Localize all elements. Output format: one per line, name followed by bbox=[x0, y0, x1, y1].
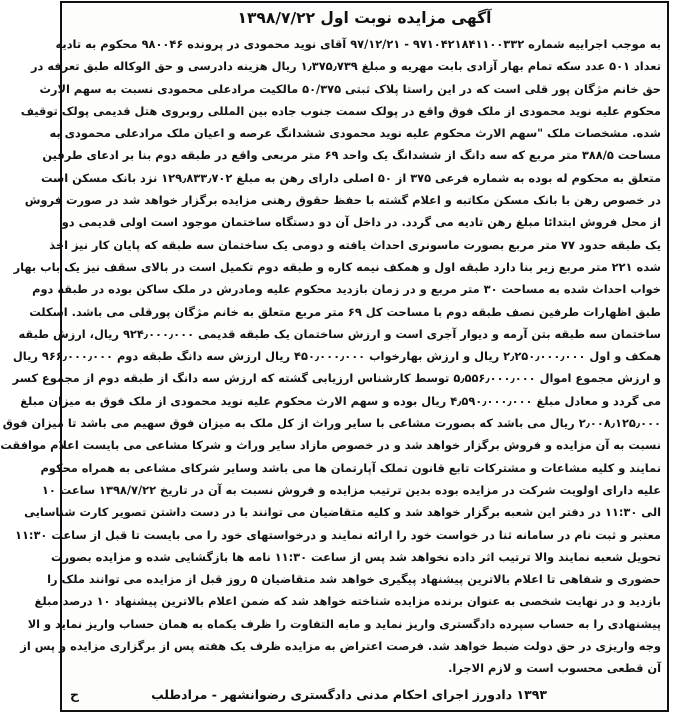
notice-line: ۲٫۰۰۸٫۱۲۵٫۰۰۰ ریال می باشد که بصورت مشاعی با سایر وراث از کل ملک به میزان فوق سهیم می باشد تا میزان فوق bbox=[2, 416, 661, 431]
notice-line: همکف و اول ۲٫۲۵۰٫۰۰۰٫۰۰۰ ریال و ارزش بهارخواب ۴۵۰٫۰۰۰٫۰۰۰ ریال ارزش سه دانگ طبقه دوم ۹۶۶٫۰۰۰٫۰۰۰ ریال bbox=[12, 349, 661, 364]
notice-line: علیه دارای اولویت شرکت در مزایده بوده بدین ترتیب مزایده و فروش نسبت به آن در تاریخ ۱۳۹۸/۷/۲۲ ساعت ۱۰ bbox=[41, 482, 661, 497]
notice-line: آن قطعی محسوب است و لازم الاجرا. bbox=[448, 661, 661, 676]
notice-line: الی ۱۱:۳۰ در دفتر این شعبه برگزار خواهد شد و کلیه متقاضیان می توانند با در دست داشتن تصویر کارت شناسایی bbox=[24, 505, 661, 520]
notice-line: شده ۲۲۱ متر مربع زیر بنا دارد طبقه اول و همکف نیمه کاره و طبقه دوم تکمیل است در بالای سقف نیز یک باب بهار bbox=[13, 259, 661, 274]
notice-line: می گردد و معادل مبلغ ۴٫۵۹۰٫۰۰۰٫۰۰۰ ریال بوده و سهم الارث محکوم علیه نوید محمودی از ملک فوق به میزان مبلغ bbox=[20, 393, 661, 408]
notice-line: وجه واریزی در حق دولت ضبط خواهد شد. فرصت اعتراض به مزایده ظرف یک هفته پس از برگزاری مزایده و پس از bbox=[20, 639, 661, 654]
notice-line: شده. مشخصات ملک "سهم الارث محکوم علیه نوید محمودی ششدانگ عرصه و اعیان ملک مرادعلی محمودی به bbox=[49, 126, 661, 141]
notice-line: بازدید و در نهایت شخصی به عنوان برنده مزایده شناخته خواهد شد که ضمن اعلام بالاترین پیشنهاد ۱۰ درصد مبلغ bbox=[34, 594, 661, 609]
notice-line: خواب احداث شده به مساحت ۳۰ متر مربع و در زمان بازدید محکوم علیه ومادرش در ملک ساکن بوده در طبقه دوم bbox=[32, 282, 661, 297]
notice-line: حق خانم مژگان پور قلی است که در این راستا پلاک ثبتی ۵۰/۳۷۵ مالکیت مرادعلی محمودی نسبت به سهم الارث bbox=[39, 81, 661, 96]
notice-line: معتبر و ثبت نام در سامانه ثنا در خواست خود را ارائه نمایند و درخواستهای خود را می بایست تا قبل از ساعت ۱۱:۳۰ bbox=[15, 527, 661, 542]
notice-line: و ارزش مجموع اموال ۵٫۵۵۶٫۰۰۰٫۰۰۰ توسط کارشناس ارزیابی گشته که ارزش سه دانگ از طبقه دوم از مجموع کسر bbox=[12, 371, 661, 386]
notice-line: یک طبقه حدود ۷۷ متر مربع بصورت ماسونری احداث یافته و دومی یک ساختمان سه طبقه که پایان کار نیز اخذ bbox=[49, 237, 661, 252]
notice-line: پیشنهادی را به حساب سپرده دادگستری واریز نماید و مابه التفاوت را ظرف یکماه به همان حساب واریز نماید و الا bbox=[27, 616, 661, 631]
notice-line: نسبت به آن مزایده و فروش برگزار خواهد شد و در خصوص مازاد سایر وراث و شرکا مشاعی می بایست اعلام موافقت bbox=[0, 438, 661, 453]
notice-line: طبق اظهارات طرفین نصف طبقه دوم با مساحت کل ۶۹ متر مربع متعلق به خانم مژگان پورقلی می باشد. اسکلت bbox=[29, 304, 661, 319]
notice-body bbox=[0, 33, 661, 680]
notice-line: به موجب اجراییه شماره ۹۷۱۰۴۲۱۸۴۱۱۰۰۳۳۲ - ۹۷/۱۲/۲۱ آقای نوید محمودی در پرونده ۹۸۰۰۴۶ محکوم به تادیه bbox=[55, 37, 661, 51]
notice-title: آگهی مزایده نوبت اول ۱۳۹۸/۷/۲۲ bbox=[237, 9, 492, 27]
notice-line: محکوم علیه نوید محمودی از ملک فوق واقع در پولک سمت جنوب جاده بین المللی روبروی هتل قدیمی پولک توقیف bbox=[20, 103, 661, 118]
notice-line: حضوری و شفاهی تا اعلام بالاترین پیشنهاد پیگیری خواهد شد متقاضیان ۵ روز قبل از مزایده می توانند ملک را bbox=[47, 572, 661, 587]
notice-line: نمایند و کلیه مشاعات و مشترکات تابع قانون تملک آپارتمان ها می باشد وسایر شرکای مشاعی به همراه محکوم bbox=[40, 460, 661, 475]
notice-footer: ۱۳۹۳ دادورز اجرای احکام مدنی دادگستری رضوانشهر - مرادطلب bbox=[151, 687, 547, 702]
notice-footer-mark: ح bbox=[70, 687, 80, 702]
notice-line: از محل فروش ابتدائا مبلغ رهن تادیه می گردد. در داخل آن دو دستگاه ساختمان موجود است اولی قدیمی دو bbox=[61, 215, 661, 230]
notice-line: در خصوص رهن با بانک مسکن مکاتبه و اعلام گشته با حفظ حقوق رهنی مزایده برگزار خواهد شد در صورت فروش bbox=[24, 193, 661, 208]
notice-line: ساختمان سه طبقه بتن آرمه و دیوار آجری است و ارزش ساختمان یک طبقه قدیمی ۹۲۴٫۰۰۰٫۰۰۰ ریال، ارزش طبقه bbox=[18, 326, 661, 341]
notice-line: تعداد ۵۰۱ عدد سکه تمام بهار آزادی بابت مهریه و مبلغ ۱٫۳۷۵٫۷۳۹ ریال هزینه دادرسی و حق الوکاله طبق تعرفه در bbox=[31, 59, 661, 74]
auction-notice bbox=[0, 1, 669, 712]
notice-line: مساحت ۳۸۸/۵ متر مربع که سه دانگ از ششدانگ یک واحد ۶۹ متر مربعی واقع در طبقه دوم بنا بر ادعای طرفین bbox=[42, 148, 661, 163]
notice-line: متعلق به محکوم له بوده به شماره فرعی ۳۷۵ از ۵۰ اصلی دارای رهن به مبلغ ۱۲۹٫۸۳۳٫۷۰۲ نزد بانک مسکن است bbox=[40, 170, 661, 185]
notice-line: تحویل شعبه نمایند والا ترتیب اثر داده نخواهد شد پس از ساعت ۱۱:۳۰ نامه ها بازگشایی شده و مزایده بصورت bbox=[51, 549, 661, 564]
